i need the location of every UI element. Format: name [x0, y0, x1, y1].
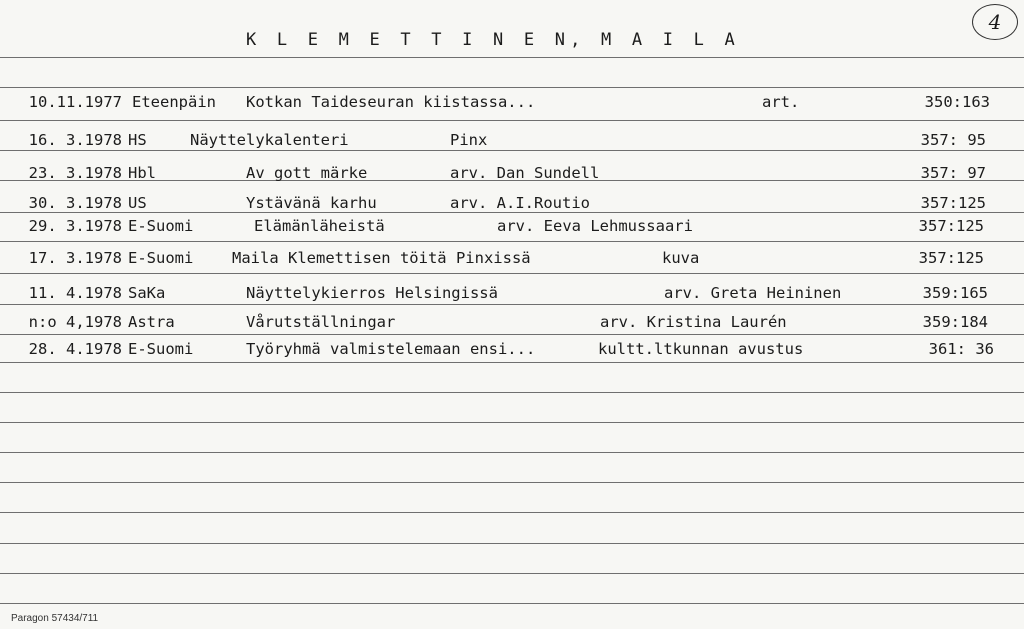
ruled-line — [0, 87, 1024, 88]
entry-reference: 361: 36 — [928, 340, 994, 358]
entry-date: 23. 3.1978 — [28, 164, 122, 182]
entry-reference: 357:125 — [918, 217, 984, 235]
card-entry-row — [0, 339, 1024, 361]
entry-note: arv. Kristina Laurén — [600, 313, 787, 331]
entry-source: Eteenpäin — [132, 93, 216, 111]
card-heading: K L E M E T T I N E N, M A I L A — [246, 30, 740, 50]
entry-source: Astra — [128, 313, 175, 331]
card-entry-row — [0, 248, 1024, 270]
card-entry-row — [0, 163, 1024, 185]
card-entry-row — [0, 92, 1024, 114]
entry-title: Kotkan Taideseuran kiistassa... — [246, 93, 536, 111]
entry-title: Elämänläheistä — [254, 217, 385, 235]
ruled-line — [0, 57, 1024, 58]
entry-date: 30. 3.1978 — [28, 194, 122, 212]
page-number: 4 — [988, 10, 1002, 34]
entry-title: Maila Klemettisen töitä Pinxissä — [232, 249, 531, 267]
entry-note: art. — [762, 93, 800, 111]
entry-date: 28. 4.1978 — [28, 340, 122, 358]
entry-note: kuva — [662, 249, 700, 267]
entry-date: 17. 3.1978 — [28, 249, 122, 267]
ruled-line — [0, 512, 1024, 513]
entry-reference: 357: 95 — [920, 131, 986, 149]
entry-reference: 359:165 — [922, 284, 988, 302]
ruled-line — [0, 452, 1024, 453]
entry-note: arv. A.I.Routio — [450, 194, 590, 212]
entry-date: 29. 3.1978 — [28, 217, 122, 235]
ruled-line — [0, 422, 1024, 423]
entry-title: Näyttelykierros Helsingissä — [246, 284, 498, 302]
ruled-line — [0, 120, 1024, 121]
entry-note: arv. Dan Sundell — [450, 164, 600, 182]
card-entry-row — [0, 283, 1024, 305]
entry-date: n:o 4,1978 — [28, 313, 122, 331]
entry-source: SaKa — [128, 284, 166, 302]
entry-source: US — [128, 194, 147, 212]
ruled-line — [0, 273, 1024, 274]
entry-reference: 357:125 — [920, 194, 986, 212]
card-footer: Paragon 57434/711 — [11, 613, 99, 624]
ruled-line — [0, 362, 1024, 363]
entry-source: E-Suomi — [128, 217, 194, 235]
entry-note: Pinx — [450, 131, 488, 149]
entry-title: Av gott märke — [246, 164, 368, 182]
entry-title: Vårutställningar — [246, 313, 396, 331]
entry-source: E-Suomi — [128, 249, 194, 267]
entry-note: kultt.ltkunnan avustus — [598, 340, 804, 358]
ruled-line — [0, 334, 1024, 335]
entry-date: 16. 3.1978 — [28, 131, 122, 149]
card-entry-row — [0, 130, 1024, 152]
ruled-line — [0, 241, 1024, 242]
ruled-line — [0, 573, 1024, 574]
entry-title: Näyttelykalenteri — [190, 131, 349, 149]
entry-source: E-Suomi — [128, 340, 194, 358]
ruled-line — [0, 603, 1024, 604]
entry-date: 11. 4.1978 — [28, 284, 122, 302]
entry-note: arv. Eeva Lehmussaari — [497, 217, 693, 235]
entry-reference: 357: 97 — [920, 164, 986, 182]
entry-source: HS — [128, 131, 147, 149]
entry-reference: 359:184 — [922, 313, 988, 331]
card-entry-row — [0, 193, 1024, 215]
ruled-line — [0, 392, 1024, 393]
ruled-line — [0, 482, 1024, 483]
entry-reference: 350:163 — [924, 93, 990, 111]
entry-reference: 357:125 — [918, 249, 984, 267]
entry-title: Ystävänä karhu — [246, 194, 377, 212]
entry-title: Työryhmä valmistelemaan ensi... — [246, 340, 536, 358]
card-entry-row — [0, 216, 1024, 238]
entry-source: Hbl — [128, 164, 156, 182]
card-entry-row — [0, 312, 1024, 334]
entry-note: arv. Greta Heininen — [664, 284, 842, 302]
ruled-line — [0, 543, 1024, 544]
entry-date: 10.11.1977 — [28, 93, 122, 111]
page-number-circle — [972, 4, 1018, 40]
